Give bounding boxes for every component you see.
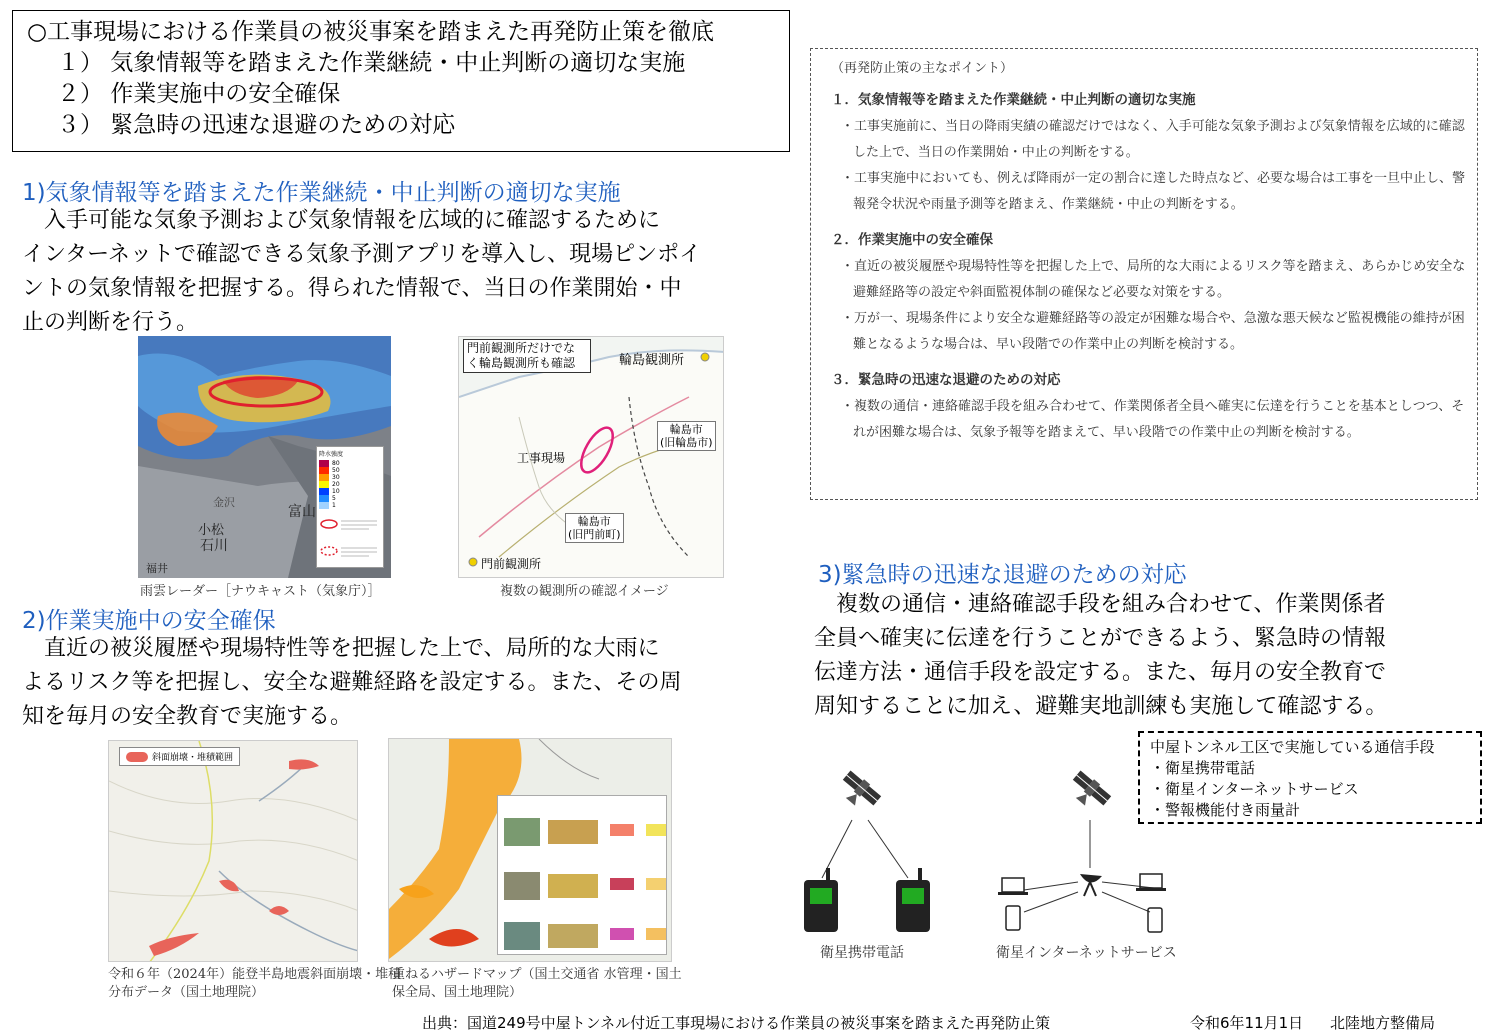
radar-legend-unit-3: 30 (332, 474, 340, 481)
radar-legend-unit-6: 5 (332, 495, 336, 502)
map-label-site: 工事現場 (517, 451, 566, 465)
section2-line-3: 知を毎月の安全教育で実施する。 (22, 704, 353, 729)
section2-title: 2)作業実施中の安全確保 (22, 608, 276, 634)
map-label-wajima-station: 輪島観測所 (619, 353, 685, 368)
section2-line-2: よるリスク等を把握し、安全な避難経路を設定する。また、その周 (22, 670, 682, 695)
satellite-phone-label: 衛星携帯電話 (820, 945, 904, 961)
satellite-phone-icon (804, 868, 838, 932)
satellite-icon (1065, 769, 1112, 815)
communication-means-title: 中屋トンネル工区で実施している通信手段 (1150, 738, 1435, 756)
radar-legend-symbols (319, 509, 381, 569)
satellite-internet-label: 衛星インターネットサービス (996, 945, 1177, 961)
key-points-item-1-1: ・工事実施前に、当日の降雨実績の確認だけではなく、入手可能な気象予測および気象情報を広域的に確認した上で、当日の作業開始・中止の判断をする。 (841, 119, 1465, 160)
map-label-wajima-city-box (657, 421, 716, 451)
landslide-map (108, 740, 358, 962)
section1-line-3: ントの気象情報を把握する。得られた情報で、当日の作業開始・中 (22, 276, 682, 301)
summary-item-1: １） 気象情報等を踏まえた作業継続・中止判断の適切な実施 (57, 50, 686, 76)
radar-legend-unit-1: 80 (332, 460, 340, 467)
section3-line-2: 全員へ確実に伝達を行うことができるよう、緊急時の情報 (814, 626, 1387, 651)
radar-legend-unit-4: 20 (332, 481, 340, 488)
radar-legend-unit-2: 50 (332, 467, 340, 474)
map-label-wajima-city: 輪島市 (669, 423, 703, 436)
key-points-heading-2: ２．作業実施中の安全確保 (831, 232, 993, 248)
map-note: 門前観測所だけでな く輪島観測所も確認 (463, 339, 591, 373)
section1-title: 1)気象情報等を踏まえた作業継続・中止判断の適切な実施 (22, 180, 621, 206)
communication-means-item-2: ・衛星インターネットサービス (1150, 780, 1359, 798)
radar-caption: 雨雲レーダー［ナウキャスト（気象庁）］ (140, 584, 381, 599)
landslide-caption-line-2: 分布データ（国土地理院） (108, 985, 265, 1000)
summary-box (12, 10, 790, 152)
hazard-caption (392, 966, 682, 1002)
satellite-icon (835, 769, 882, 815)
satellite-dish-icon (1080, 874, 1102, 896)
key-points-item-3-1: ・複数の通信・連絡確認手段を組み合わせて、作業関係者全員へ確実に伝達を行うことを基本としつつ、それが困難な場合は、気象予報等を踏まえて、早い段階での作業中止の判断を検討する。 (841, 399, 1465, 440)
map-label-wajima-city-2: 輪島市 (577, 515, 611, 528)
section2-line-1: 直近の被災履歴や現場特性等を把握した上で、局所的な大雨に (22, 636, 660, 661)
radar-place-4: 富山 (288, 504, 316, 520)
section1-line-4: 止の判断を行う。 (22, 310, 199, 335)
hazard-caption-line-1: 重ねるハザードマップ（国土交通省 水管理・国土 (392, 967, 682, 982)
radar-place-5: 福井 (146, 562, 168, 575)
laptop-icon (998, 878, 1028, 895)
laptop-icon (1136, 874, 1166, 891)
smartphone-icon (1006, 906, 1020, 930)
observation-map (458, 336, 724, 578)
section1-line-2: インターネットで確認できる気象予測アプリを導入し、現場ピンポイ (22, 242, 702, 267)
landslide-legend (119, 747, 240, 766)
footer-org: 北陸地方整備局 (1330, 1014, 1436, 1032)
hazard-legend-table (497, 795, 667, 955)
summary-item-2: ２） 作業実施中の安全確保 (57, 81, 341, 107)
landslide-legend-label: 斜面崩壊・堆積範囲 (152, 753, 234, 763)
key-points-item-1-2: ・工事実施中においても、例えば降雨が一定の割合に達した時点など、必要な場合は工事を一旦中止し、警報発令状況や雨量予測等を踏まえ、作業継続・中止の判断をする。 (841, 171, 1466, 212)
key-points-heading-1: １．気象情報等を踏まえた作業継続・中止判断の適切な実施 (831, 92, 1196, 108)
section3-title: 3)緊急時の迅速な退避のための対応 (818, 562, 1187, 588)
hazard-caption-line-2: 保全局、国土地理院） (392, 985, 523, 1000)
satellite-phone-icon (896, 868, 930, 932)
satellite-communication-diagram (780, 750, 1200, 970)
section2-body (22, 632, 682, 734)
section1-body (22, 204, 701, 340)
radar-place-1: 金沢 (213, 496, 235, 509)
map-label-monzen-station: 門前観測所 (481, 557, 542, 571)
footer-date: 令和6年11月1日 (1190, 1014, 1304, 1032)
radar-place-3: 石川 (200, 538, 228, 554)
radar-legend-title: 降水強度 (319, 451, 344, 458)
communication-means-item-1: ・衛星携帯電話 (1150, 759, 1256, 777)
key-points-heading-3: ３．緊急時の迅速な退避のための対応 (831, 372, 1061, 388)
section3-line-1: 複数の通信・連絡確認手段を組み合わせて、作業関係者 (814, 592, 1386, 617)
summary-item-3: ３） 緊急時の迅速な退避のための対応 (57, 112, 456, 138)
footer-source: 出典：国道249号中屋トンネル付近工事現場における作業員の被災事案を踏まえた再発防止策 (422, 1014, 1051, 1032)
radar-legend (316, 446, 384, 568)
map-label-monzen-old: (旧門前町) (568, 528, 621, 541)
radar-place-2: 小松 (198, 523, 225, 538)
hazard-map (388, 738, 672, 962)
section3-line-3: 伝達方法・通信手段を設定する。また、毎月の安全教育で (814, 660, 1387, 685)
landslide-caption (108, 966, 401, 1002)
landslide-map-graphic (109, 741, 358, 962)
landslide-caption-line-1: 令和６年（2024年）能登半島地震斜面崩壊・堆積 (108, 967, 402, 982)
map-label-wajima-old: (旧輪島市) (660, 436, 713, 449)
landslide-legend-swatch (126, 752, 148, 762)
summary-title: ○工事現場における作業員の被災事案を踏まえた再発防止策を徹底 (27, 19, 715, 45)
key-points-intro: （再発防止策の主なポイント） (831, 61, 1014, 76)
radar-legend-unit-7: 1 (332, 502, 336, 509)
radar-image (138, 336, 391, 578)
key-points-box (810, 48, 1478, 500)
communication-means-item-3: ・警報機能付き雨量計 (1150, 801, 1301, 819)
section3-line-4: 周知することに加え、避難実地訓練も実施して確認する。 (814, 694, 1388, 719)
key-points-item-2-1: ・直近の被災履歴や現場特性等を把握した上で、局所的な大雨によるリスク等を踏まえ、あらかじめ安全な避難経路等の設定や斜面監視体制の確保など必要な対策をする。 (841, 259, 1466, 300)
section3-body (814, 588, 1387, 724)
section1-line-1: 入手可能な気象予測および気象情報を広域的に確認するために (22, 208, 661, 233)
radar-legend-unit-5: 10 (332, 488, 340, 495)
map-label-monzen-box (565, 513, 624, 543)
key-points-item-2-2: ・万が一、現場条件により安全な避難経路等の設定が困難な場合や、急激な悪天候など監視機能の維持が困難となるような場合は、早い段階での作業中止の判断を検討する。 (841, 311, 1465, 352)
observation-map-caption: 複数の観測所の確認イメージ (500, 584, 669, 599)
